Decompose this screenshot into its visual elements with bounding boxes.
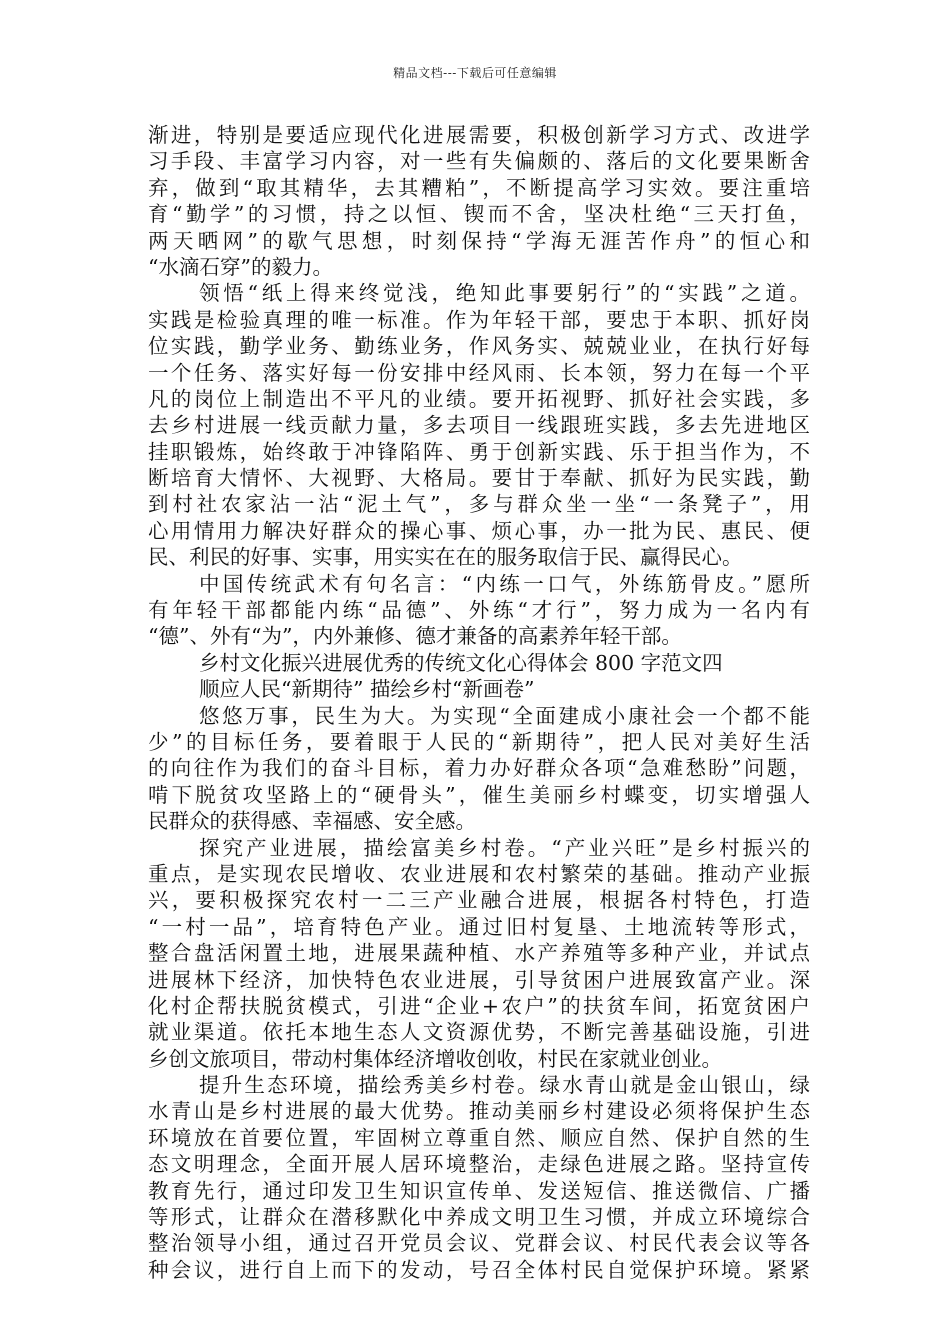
text-line: “德”、外有“为”，内外兼修、德才兼备的高素养年轻干部。 (148, 624, 682, 649)
text-line: 一个任务、落实好每一份安排中经风雨、长本领，努力在每一个平 (148, 360, 810, 385)
text-line: 的向往作为我们的奋斗目标，着力办好群众各项“急难愁盼”问题， (148, 756, 810, 781)
text-line: 实践是检验真理的唯一标准。作为年轻干部，要忠于本职、抓好岗 (148, 307, 810, 332)
text-line: 少”的目标任务，要着眼于人民的“新期待”，把人民对美好生活 (148, 729, 810, 754)
text-line: 进展林下经济，加快特色农业进展，引导贫困户进展致富产业。深 (148, 967, 810, 992)
text-line: 渐进，特别是要适应现代化进展需要，积极创新学习方式、改进学 (148, 123, 810, 147)
text-line: 中国传统武术有句名言：“内练一口气，外练筋骨皮。”愿所 (199, 571, 810, 596)
text-line: 心用情用力解决好群众的操心事、烦心事，办一批为民、惠民、便 (148, 518, 810, 543)
text-line: “水滴石穿”的毅力。 (148, 254, 333, 279)
text-line: 提升生态环境，描绘秀美乡村卷。绿水青山就是金山银山，绿 (199, 1073, 810, 1098)
text-line: 两天晒网”的歇气思想，时刻保持“学海无涯苦作舟”的恒心和 (148, 228, 810, 253)
text-line: 等形式，让群众在潜移默化中养成文明卫生习惯，并成立环境综合 (148, 1205, 810, 1230)
text-line: 位实践，勤学业务、勤练业务，作风务实、兢兢业业，在执行好每 (148, 334, 810, 359)
text-line: 种会议，进行自上而下的发动，号召全体村民自觉保护环境。紧紧 (148, 1257, 810, 1282)
text-line: 重点，是实现农民增收、农业进展和农村繁荣的基础。推动产业振 (148, 861, 810, 886)
text-line: 去乡村进展一线贡献力量，多去项目一线跟班实践，多去先进地区 (148, 413, 810, 438)
text-line: 整合盘活闲置土地，进展果蔬种植、水产养殖等多种产业，并试点 (148, 941, 810, 966)
text-line: 探究产业进展，描绘富美乡村卷。“产业兴旺”是乡村振兴的 (199, 835, 810, 860)
text-line: 习手段、丰富学习内容，对一些有失偏颇的、落后的文化要果断舍 (148, 149, 810, 174)
text-line: 民、利民的好事、实事，用实实在在的服务取信于民、赢得民心。 (148, 545, 743, 570)
text-line: 整治领导小组，通过召开党员会议、党群会议、村民代表会议等各 (148, 1231, 810, 1256)
text-line: 有年轻干部都能内练“品德”、外练“才行”，努力成为一名内有 (148, 598, 810, 623)
text-line: 顺应人民“新期待” 描绘乡村“新画卷” (199, 677, 535, 702)
text-line: 挂职锻炼，始终敢于冲锋陷阵、勇于创新实践、乐于担当作为，不 (148, 439, 810, 464)
text-line: 凡的岗位上制造出不平凡的业绩。要开拓视野、抓好社会实践，多 (148, 386, 810, 411)
text-line: 化村企帮扶脱贫模式，引进“企业+农户”的扶贫车间，拓宽贫困户 (148, 993, 810, 1018)
text-line: 民群众的获得感、幸福感、安全感。 (148, 809, 476, 834)
text-line: 环境放在首要位置，牢固树立尊重自然、顺应自然、保护自然的生 (148, 1125, 810, 1150)
text-line: 断培育大情怀、大视野、大格局。要甘于奉献、抓好为民实践，勤 (148, 466, 810, 491)
text-line: 领悟“纸上得来终觉浅，绝知此事要躬行”的“实践”之道。 (199, 281, 810, 306)
document-body (148, 122, 810, 1283)
text-line: “一村一品”，培育特色产业。通过旧村复垦、土地流转等形式， (148, 914, 810, 939)
text-line: 悠悠万事，民生为大。为实现“全面建成小康社会一个都不能 (199, 703, 810, 728)
page-header: 精品文档---下载后可任意编辑 (393, 66, 557, 80)
text-line: 乡村文化振兴进展优秀的传统文化心得体会 800 字范文四 (199, 650, 723, 675)
text-line: 乡创文旅项目，带动村集体经济增收创收，村民在家就业创业。 (148, 1046, 722, 1071)
text-line: 育“勤学”的习惯，持之以恒、锲而不舍，坚决杜绝“三天打鱼， (148, 202, 810, 227)
text-line: 教育先行，通过印发卫生知识宣传单、发送短信、推送微信、广播 (148, 1178, 810, 1203)
text-line: 水青山是乡村进展的最大优势。推动美丽乡村建设必须将保护生态 (148, 1099, 810, 1124)
text-line: 就业渠道。依托本地生态人文资源优势，不断完善基础设施，引进 (148, 1020, 810, 1045)
text-line: 啃下脱贫攻坚路上的“硬骨头”，催生美丽乡村蝶变，切实增强人 (148, 782, 810, 807)
text-line: 兴，要积极探究农村一二三产业融合进展，根据各村特色，打造 (148, 888, 810, 913)
text-line: 弃，做到“取其精华，去其糟粕”，不断提高学习实效。要注重培 (148, 175, 810, 200)
text-line: 态文明理念，全面开展人居环境整治，走绿色进展之路。坚持宣传 (148, 1152, 810, 1177)
text-line: 到村社农家沾一沾“泥土气”，多与群众坐一坐“一条凳子”，用 (148, 492, 810, 517)
